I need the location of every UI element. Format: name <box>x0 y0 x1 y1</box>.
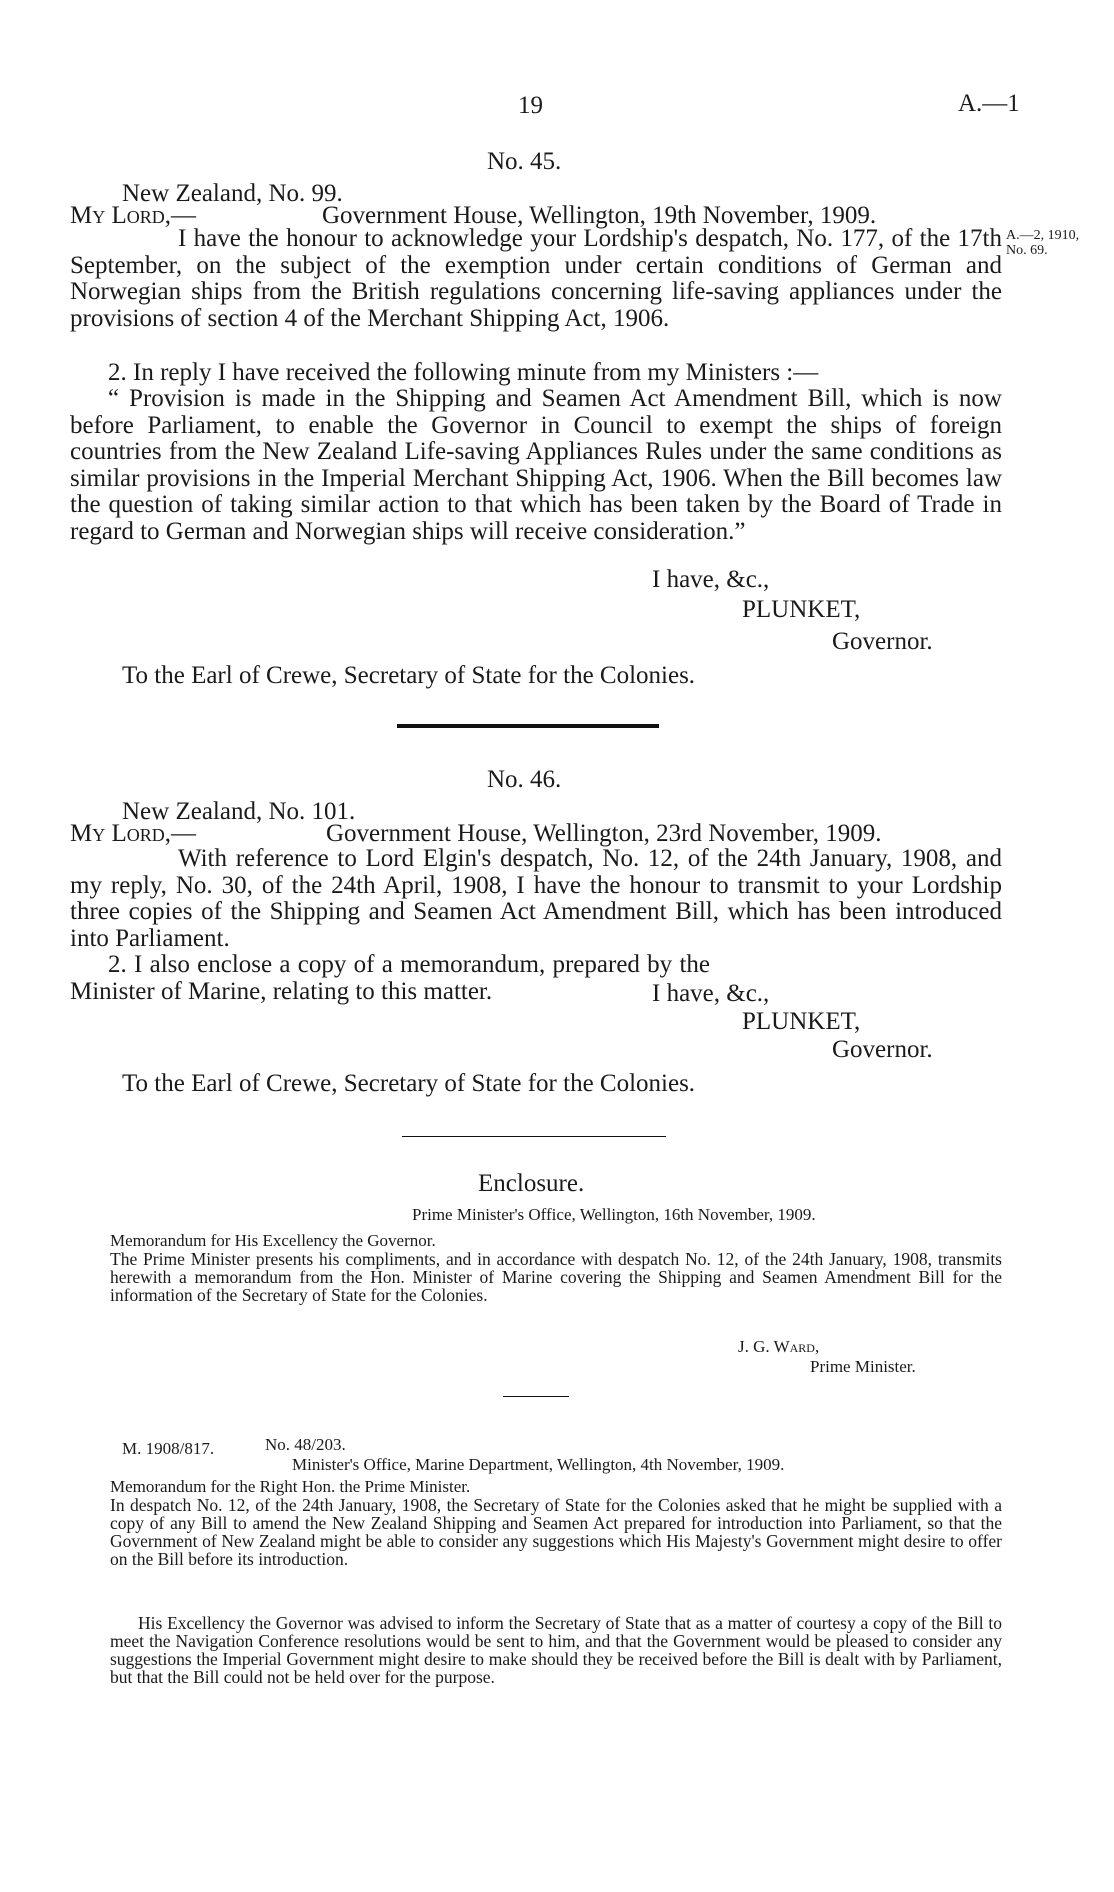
dateline: Government House, Wellington, 19th November, 1909. <box>322 202 877 229</box>
salutation: My Lord,— <box>70 202 197 229</box>
paragraph: I have the honour to acknowledge your Lordship's despatch, No. 177, of the 17th September, on the subject of the exemption under certain conditions of German and Norwegian ships from the British regulations concerning life-saving appliances under the provisions of section 4 of the Merchant Shipping Act, 1906. <box>70 225 1002 332</box>
page-number: 19 <box>518 92 543 119</box>
despatch-ref: New Zealand, No. 99. <box>122 180 343 207</box>
margin-reference: A.—2, 1910, No. 69. <box>1006 228 1080 258</box>
closing: I have, &c., <box>652 980 770 1007</box>
signature-title: Prime Minister. <box>810 1357 916 1376</box>
enclosure-heading: Enclosure. <box>478 1170 585 1197</box>
salutation: My Lord,— <box>70 820 197 847</box>
paragraph: The Prime Minister presents his compliments, and in accordance with despatch No. 12, of the 24th January, 1908, transmits herewith a memorandum from the Hon. Minister of Marine covering the Shipping and Seamen Amendment Bill for the information of the Secretary of State for the Colonies. <box>110 1249 1002 1305</box>
paragraph: 2. In reply I have received the following minute from my Ministers :— <box>108 359 819 386</box>
quoted-minute: “ Provision is made in the Shipping and Seamen Act Amendment Bill, which is now before Parliament, to enable the Governor in Council to exempt the ships of foreign countries from the New Zealand Life-saving Appliances Rules under the same conditions as similar provisions in the Imperial Merchant Shipping Act, 1906. When the Bill becomes law the question of taking similar action to that which has been taken by the Board of Trade in regard to German and Norwegian ships will receive consideration.” <box>70 385 1002 545</box>
section-divider <box>402 1136 666 1137</box>
file-reference: M. 1908/817. <box>122 1439 215 1458</box>
section-divider <box>503 1396 569 1397</box>
paragraph: With reference to Lord Elgin's despatch, No. 12, of the 24th January, 1908, and my reply, No. 30, of the 24th April, 1908, I have the honour to transmit to your Lordship three copies of the Shipping and Seamen Act Amendment Bill, which has been introduced into Parliament. <box>70 845 1002 952</box>
section-divider <box>397 724 659 728</box>
dateline: Prime Minister's Office, Wellington, 16th November, 1909. <box>412 1205 816 1224</box>
signature: J. G. Ward, <box>738 1337 820 1356</box>
dateline: Government House, Wellington, 23rd November, 1909. <box>326 820 882 847</box>
paragraph: In despatch No. 12, of the 24th January, 1908, the Secretary of State for the Colonies asked that he might be supplied with a copy of any Bill to amend the New Zealand Shipping and Seamen Act prepared for introduction into Parliament, so that the Government of New Zealand might be able to consider any suggestions which His Majesty's Government might desire to offer on the Bill before its introduction. <box>110 1495 1002 1569</box>
paragraph: 2. I also enclose a copy of a memorandum, prepared by the Minister of Marine, relating to this matter. <box>70 951 710 1005</box>
despatch-number: No. 46. <box>487 766 562 793</box>
despatch-ref: New Zealand, No. 101. <box>122 798 356 825</box>
paragraph: His Excellency the Governor was advised to inform the Secretary of State that as a matter of courtesy a copy of the Bill to meet the Navigation Conference resolutions would be sent to him, and that the Government would be pleased to consider any suggestions the Imperial Government might desire to make should they be received before the Bill is dealt with by Parliament, but that the Bill could not be held over for the purpose. <box>110 1613 1002 1687</box>
series-reference: A.—1 <box>958 90 1020 117</box>
addressee: To the Earl of Crewe, Secretary of State for the Colonies. <box>122 1070 696 1097</box>
closing: I have, &c., <box>652 566 770 593</box>
signature: PLUNKET, <box>742 596 861 623</box>
addressee: To the Earl of Crewe, Secretary of State for the Colonies. <box>122 662 696 689</box>
signature: PLUNKET, <box>742 1008 861 1035</box>
file-number: No. 48/203. <box>265 1435 346 1454</box>
signature-title: Governor. <box>832 1036 933 1063</box>
memo-addressee: Memorandum for the Right Hon. the Prime Minister. <box>110 1477 471 1496</box>
signature-title: Governor. <box>832 628 933 655</box>
despatch-number: No. 45. <box>487 148 562 175</box>
dateline: Minister's Office, Marine Department, Wellington, 4th November, 1909. <box>292 1455 785 1474</box>
memo-addressee: Memorandum for His Excellency the Governor. <box>110 1231 436 1250</box>
